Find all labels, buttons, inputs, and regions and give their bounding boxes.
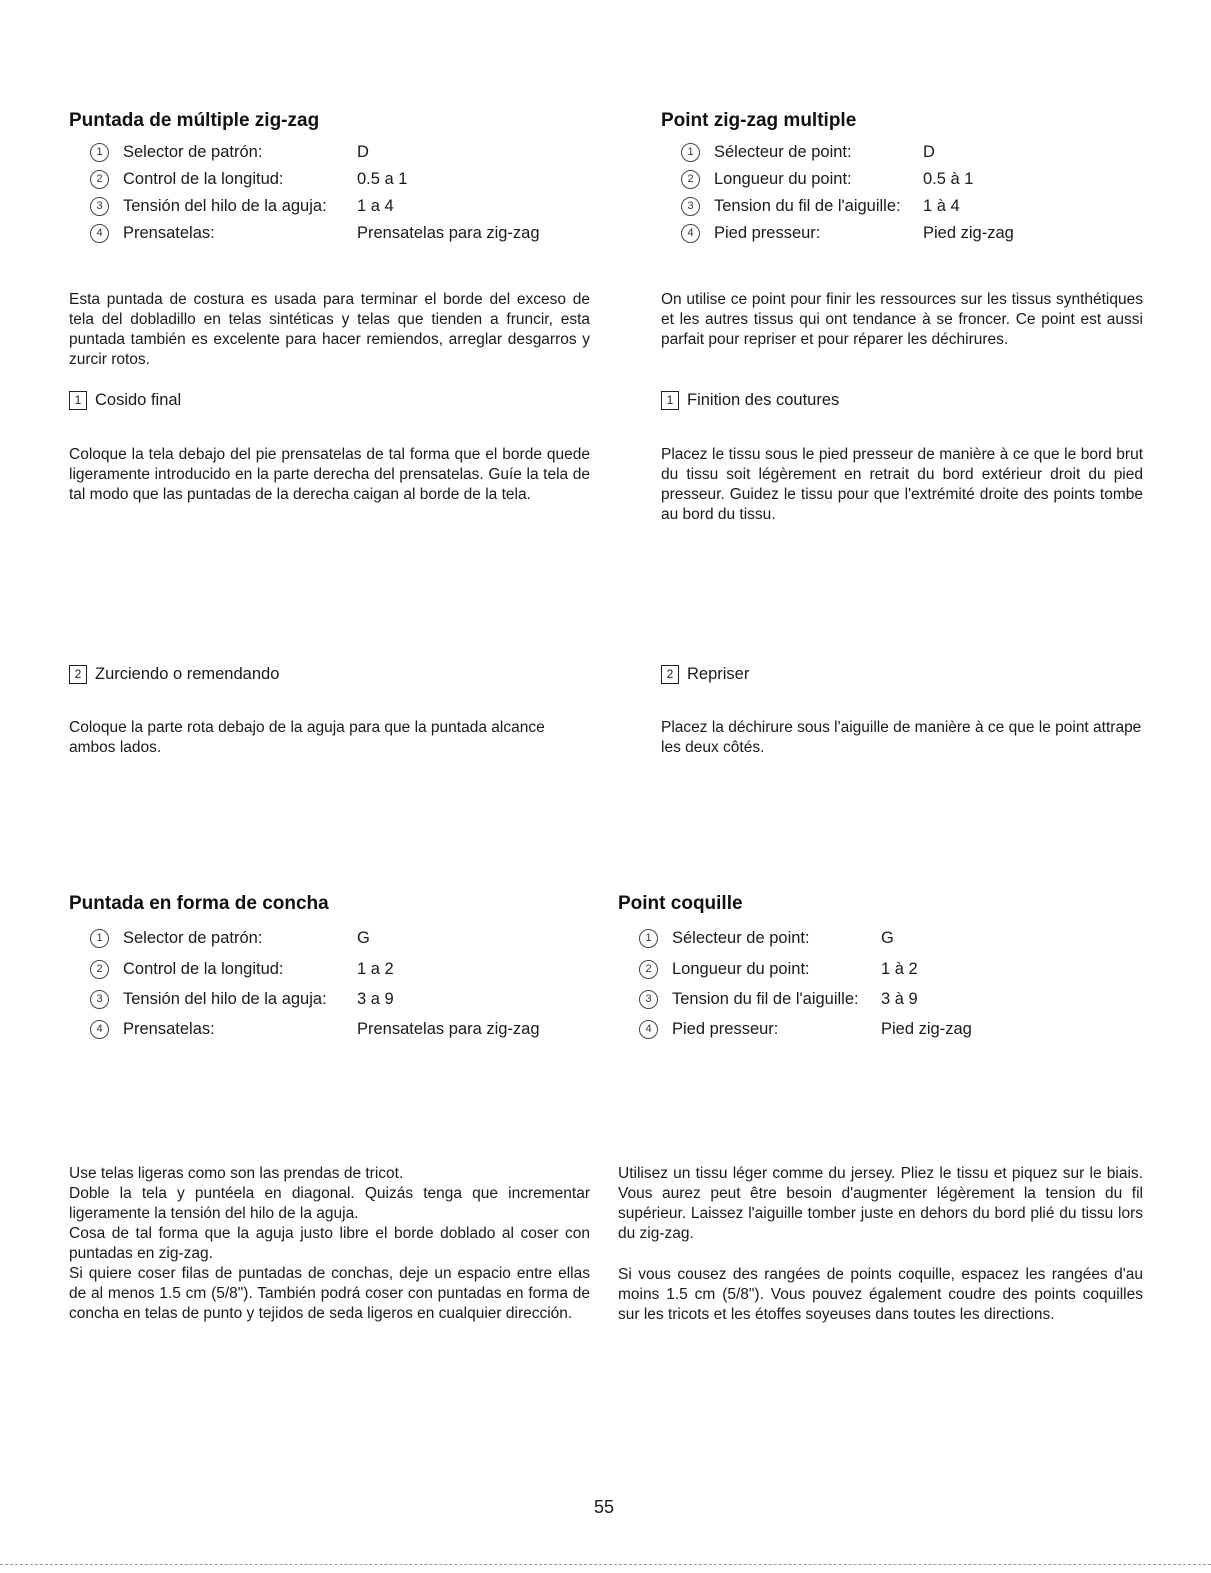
figure-number-box: 2: [661, 665, 679, 684]
circled-number-1: 1: [90, 929, 109, 948]
setting-label: Longueur du point:: [672, 960, 810, 978]
shell-text-line: Si quiere coser filas de puntadas de conchas, deje un espacio entre ellas de al menos 1.5 cm (5/8"). También podrá coser con puntadas en forma de concha en telas de punto y tejidos de seda ligeros en cualquier dirección.: [69, 1265, 590, 1322]
figure-2-text-es: Coloque la parte rota debajo de la aguja para que la puntada alcance ambos lados.: [69, 719, 545, 756]
figure-caption-1-fr: [661, 391, 839, 410]
figure-1-text-es: Coloque la tela debajo del pie prensatelas de tal forma que el borde quede ligeramente introducido en la parte derecha del prensatelas. Guíe la tela de tal modo que las puntadas de la derecha caigan al borde de la tela.: [69, 446, 590, 503]
setting-value: D: [923, 143, 935, 161]
setting-value: Prensatelas para zig-zag: [357, 1020, 540, 1038]
circled-number-2: 2: [90, 170, 109, 189]
circled-number-4: 4: [681, 224, 700, 243]
setting-value: D: [357, 143, 369, 161]
zigzag-intro-es: Esta puntada de costura es usada para terminar el borde del exceso de tela del dobladillo en telas sintéticas y telas que tienden a fruncir, esta puntada también es excelente para hacer remiendos, arreglar desgarros y zurcir rotos.: [69, 291, 590, 368]
shell-text-line: Use telas ligeras como son las prendas de tricot.: [69, 1165, 404, 1182]
shell-text-line: Doble la tela y puntéela en diagonal. Quizás tenga que incrementar ligeramente la tensión del hilo de la aguja.: [69, 1185, 590, 1222]
figure-number-box: 1: [69, 391, 87, 410]
setting-label: Tension du fil de l'aiguille:: [714, 197, 901, 215]
setting-value: G: [357, 929, 370, 947]
circled-number-2: 2: [639, 960, 658, 979]
figure-label: Cosido final: [95, 391, 182, 409]
circled-number-3: 3: [681, 197, 700, 216]
setting-value: 0.5 a 1: [357, 170, 408, 188]
setting-value: G: [881, 929, 894, 947]
shell-title-fr: Point coquille: [618, 893, 743, 914]
figure-caption-2-fr: [661, 665, 749, 684]
circled-number-1: 1: [90, 143, 109, 162]
page-number: 55: [594, 1497, 615, 1517]
circled-number-3: 3: [90, 990, 109, 1009]
setting-label: Control de la longitud:: [123, 170, 284, 188]
circled-number-3: 3: [90, 197, 109, 216]
shell-settings-fr: [639, 927, 1139, 1041]
figure-label: Repriser: [687, 665, 750, 683]
setting-label: Selector de patrón:: [123, 143, 263, 161]
setting-value: 1 à 2: [881, 960, 918, 978]
figure-number-box: 2: [69, 665, 87, 684]
setting-label: Control de la longitud:: [123, 960, 284, 978]
shell-text-fr-1: Utilisez un tissu léger comme du jersey. Pliez le tissu et piquez sur le biais. Vous aurez peut être besoin d'augmenter légèrement la tension du fil supérieur. Laissez l'aiguille tomber juste en dehors du bord plié du tissu lors du zig-zag.: [618, 1165, 1143, 1242]
figure-number-box: 1: [661, 391, 679, 410]
circled-number-1: 1: [639, 929, 658, 948]
circled-number-4: 4: [639, 1020, 658, 1039]
setting-label: Prensatelas:: [123, 1020, 215, 1038]
setting-label: Selector de patrón:: [123, 929, 263, 947]
bottom-rule: [0, 1564, 1211, 1565]
figure-2-text-fr: Placez la déchirure sous l'aiguille de manière à ce que le point attrape les deux côtés.: [661, 719, 1142, 756]
figure-label: Zurciendo o remendando: [95, 665, 280, 683]
setting-value: 1 à 4: [923, 197, 960, 215]
zigzag-title-fr: Point zig-zag multiple: [661, 110, 857, 131]
setting-value: 1 a 4: [357, 197, 394, 215]
shell-title-es: Puntada en forma de concha: [69, 893, 329, 914]
setting-label: Pied presseur:: [672, 1020, 779, 1038]
setting-label: Sélecteur de point:: [672, 929, 810, 947]
figure-label: Finition des coutures: [687, 391, 840, 409]
setting-value: 0.5 à 1: [923, 170, 974, 188]
circled-number-2: 2: [90, 960, 109, 979]
shell-text-fr-2: Si vous cousez des rangées de points coquille, espacez les rangées d'au moins 1.5 cm (5/8"). Vous pouvez également coudre des points coquilles sur les tricots et les étoffes soyeuses dans toutes les directions.: [618, 1266, 1143, 1323]
setting-label: Longueur du point:: [714, 170, 852, 188]
setting-value: Pied zig-zag: [881, 1020, 972, 1038]
setting-value: Prensatelas para zig-zag: [357, 224, 540, 242]
setting-label: Prensatelas:: [123, 224, 215, 242]
shell-text-line: Cosa de tal forma que la aguja justo libre el borde doblado al coser con puntadas en zig-zag.: [69, 1225, 590, 1262]
circled-number-2: 2: [681, 170, 700, 189]
setting-label: Tension du fil de l'aiguille:: [672, 990, 859, 1008]
zigzag-title-es: Puntada de múltiple zig-zag: [69, 110, 320, 131]
setting-label: Tensión del hilo de la aguja:: [123, 990, 327, 1008]
zigzag-settings-es: [90, 141, 590, 251]
circled-number-4: 4: [90, 1020, 109, 1039]
setting-value: 1 a 2: [357, 960, 394, 978]
setting-value: Pied zig-zag: [923, 224, 1014, 242]
figure-1-text-fr: Placez le tissu sous le pied presseur de manière à ce que le bord brut du tissu soit légèrement en retrait du bord extérieur droit du pied presseur. Guidez le tissu pour que l'extrémité droite des points tombe au bord du tissu.: [661, 446, 1143, 523]
circled-number-1: 1: [681, 143, 700, 162]
circled-number-4: 4: [90, 224, 109, 243]
setting-label: Pied presseur:: [714, 224, 821, 242]
figure-caption-1-es: [69, 391, 181, 410]
shell-text-es: [69, 1164, 590, 1324]
shell-settings-es: [90, 927, 590, 1041]
setting-label: Tensión del hilo de la aguja:: [123, 197, 327, 215]
circled-number-3: 3: [639, 990, 658, 1009]
figure-caption-2-es: [69, 665, 279, 684]
zigzag-settings-fr: [681, 141, 1161, 251]
setting-value: 3 à 9: [881, 990, 918, 1008]
zigzag-intro-fr: On utilise ce point pour finir les ressources sur les tissus synthétiques et les autres tissus qui ont tendance à se froncer. Ce point est aussi parfait pour repriser et pour réparer les déchirures.: [661, 291, 1143, 348]
setting-label: Sélecteur de point:: [714, 143, 852, 161]
setting-value: 3 a 9: [357, 990, 394, 1008]
